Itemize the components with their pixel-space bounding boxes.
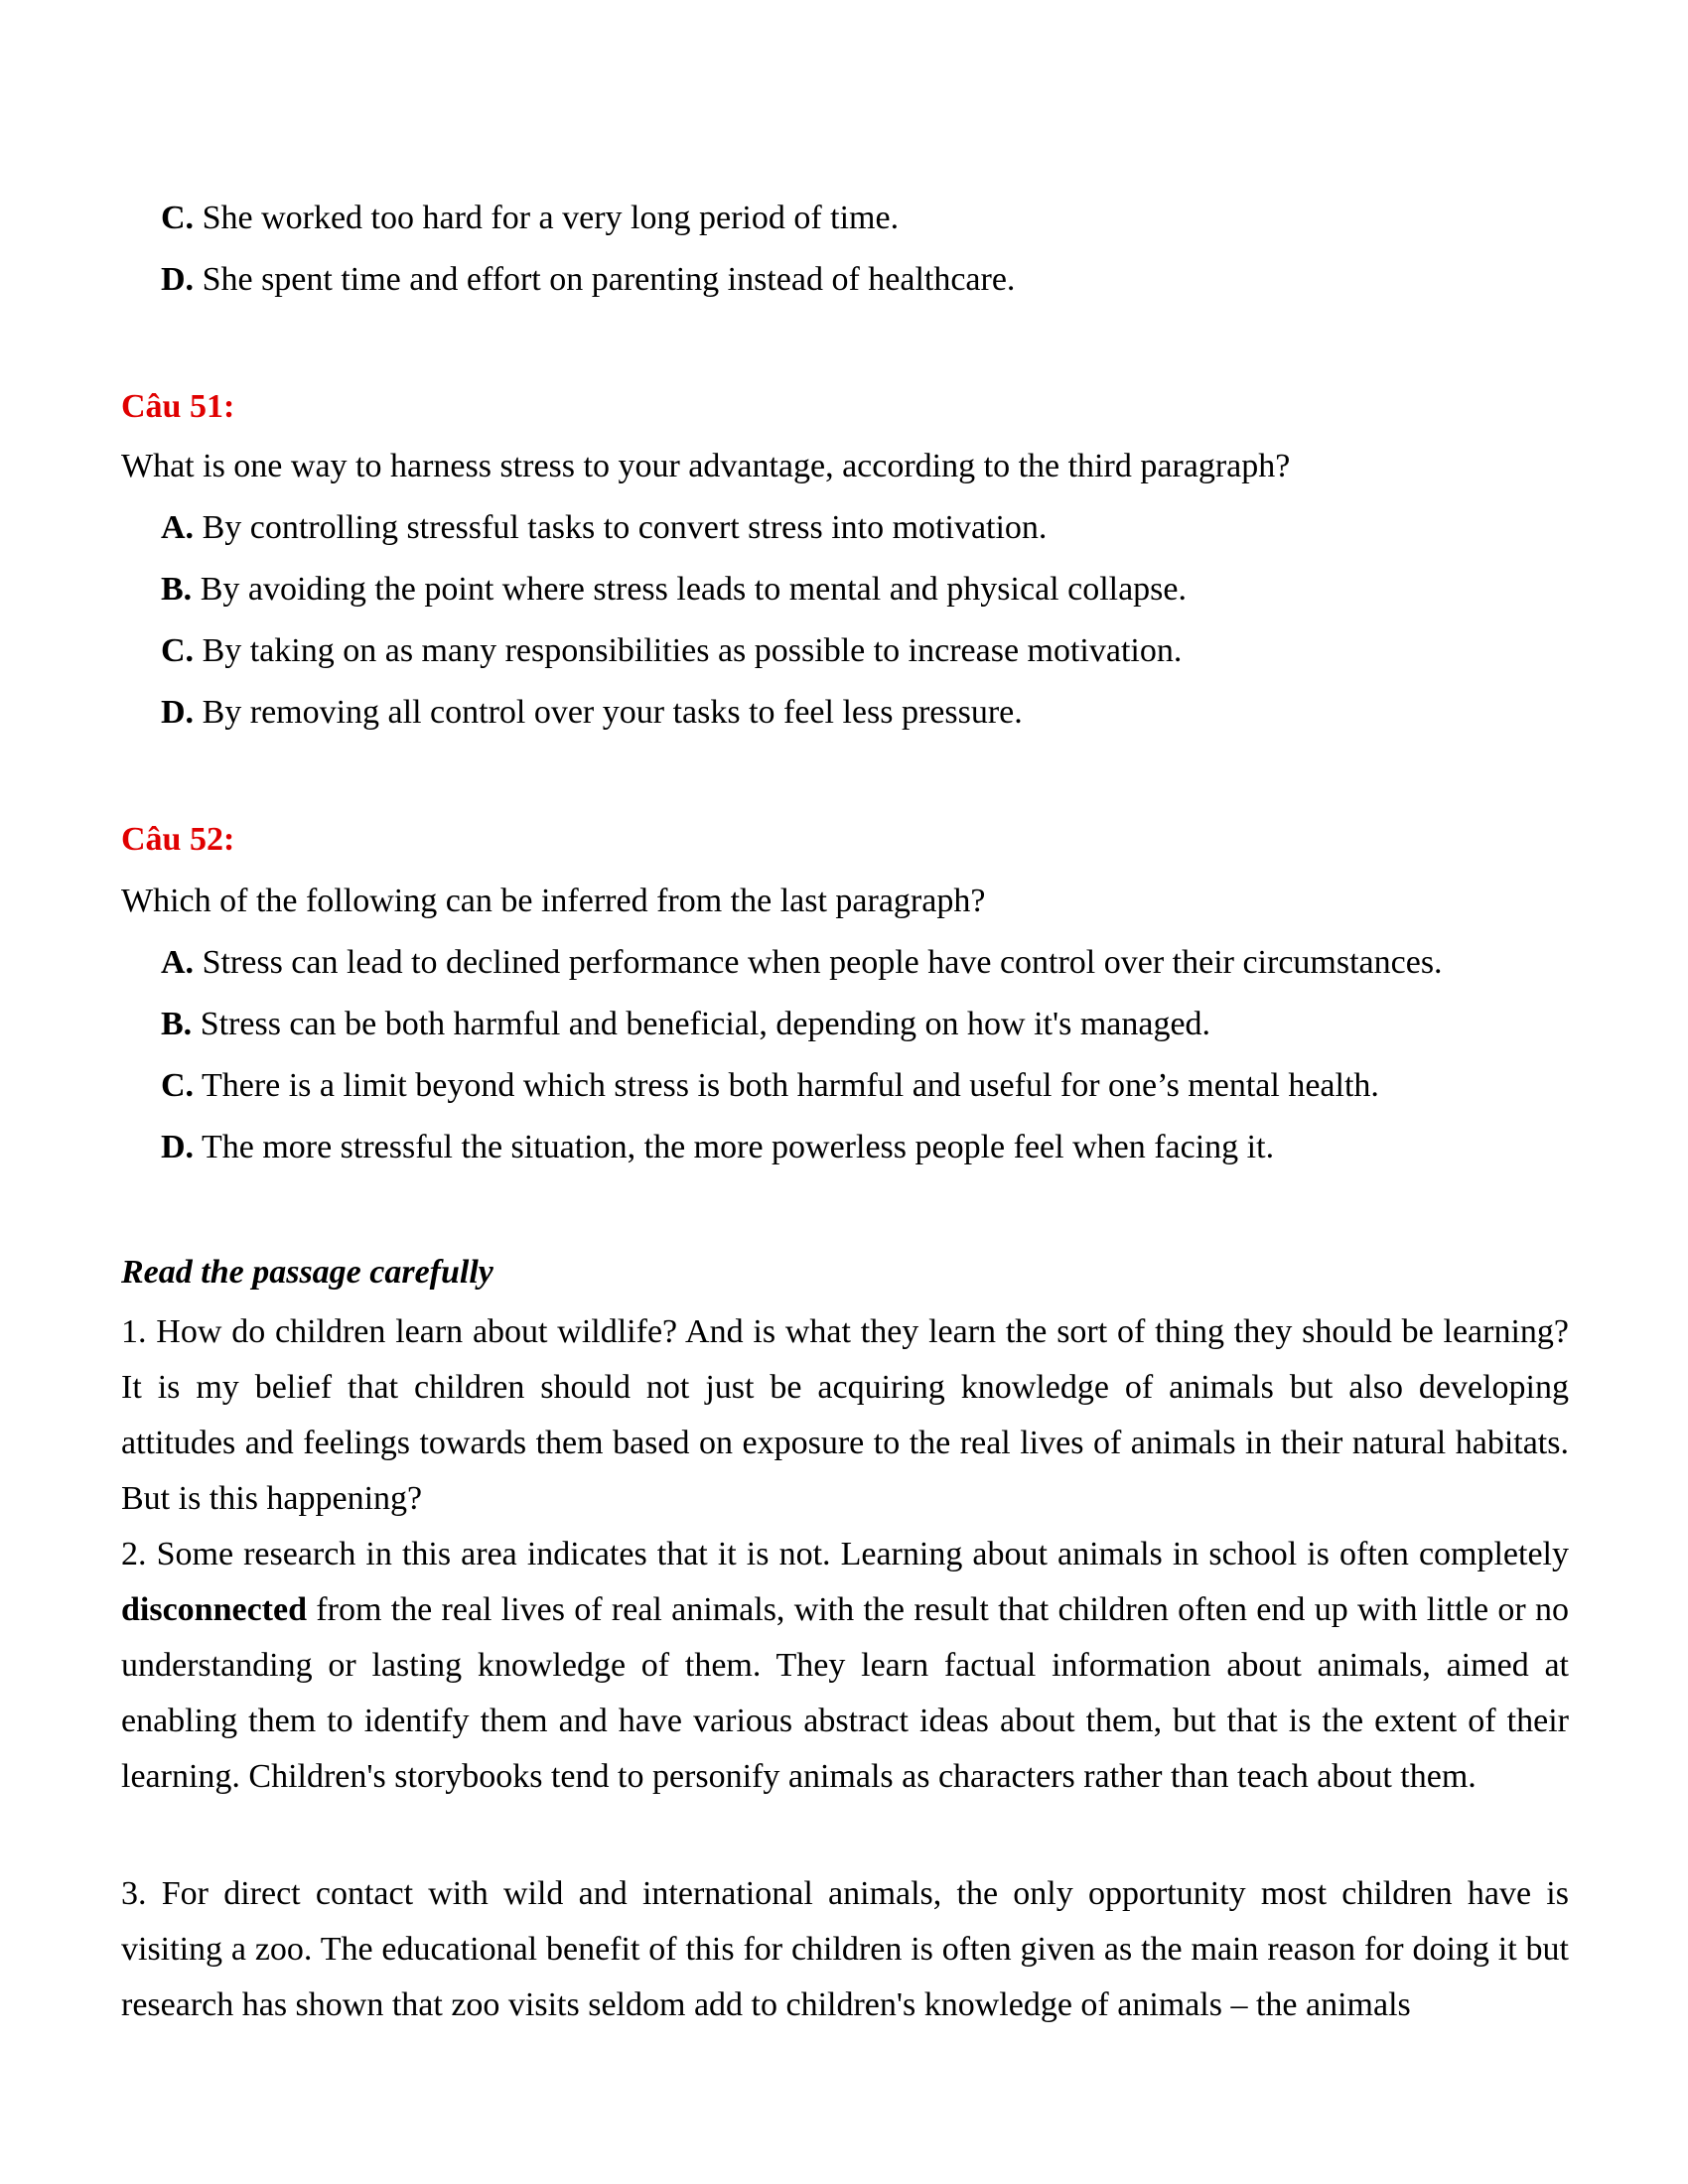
q50-option-d [161, 260, 1015, 300]
q52-option-b [161, 1005, 1210, 1044]
q51-heading: Câu 51: [121, 388, 235, 425]
option-letter: C. [161, 632, 195, 669]
q51-option-a [161, 508, 1047, 548]
option-text: By avoiding the point where stress leads to mental and physical collapse. [200, 571, 1188, 608]
option-text: By removing all control over your tasks to feel less pressure. [202, 694, 1023, 731]
option-text: She spent time and effort on parenting instead of healthcare. [202, 261, 1016, 298]
q51-option-b [161, 570, 1187, 610]
option-letter: C. [161, 1067, 195, 1104]
paragraph-text: 2. Some research in this area indicates that it is not. Learning about animals in school is often completely [121, 1536, 1569, 1572]
option-letter: D. [161, 694, 195, 731]
option-text: Stress can be both harmful and beneficial, depending on how it's managed. [200, 1006, 1211, 1042]
q52-option-c [161, 1066, 1379, 1106]
option-letter: C. [161, 200, 195, 236]
q52-heading: Câu 52: [121, 821, 235, 858]
option-text: She worked too hard for a very long period of time. [202, 200, 900, 236]
q51-option-d [161, 693, 1023, 733]
option-letter: B. [161, 1006, 193, 1042]
q52-option-a [161, 943, 1443, 983]
passage-instruction: Read the passage carefully [121, 1254, 493, 1291]
option-letter: D. [161, 1129, 195, 1165]
q50-option-c [161, 199, 899, 238]
passage-paragraph-3: 3. For direct contact with wild and international animals, the only opportunity most children have is visiting a zoo. The educational benefit of this for children is often given as the main reason for doing it but research has shown that zoo visits seldom add to children's knowledge of animals – the animals [121, 1875, 1569, 2023]
passage-paragraph-2 [121, 1527, 1569, 1805]
q52-option-d [161, 1128, 1274, 1167]
highlighted-word: disconnected [121, 1591, 307, 1628]
passage-paragraph-1: 1. How do children learn about wildlife? And is what they learn the sort of thing they should be learning? It is my belief that children should not just be acquiring knowledge of animals but also developing attitudes and feelings towards them based on exposure to the real lives of animals in their natural habitats. But is this happening? [121, 1313, 1569, 1517]
option-letter: D. [161, 261, 195, 298]
q51-question: What is one way to harness stress to your advantage, according to the third paragraph? [121, 448, 1291, 484]
option-letter: A. [161, 944, 195, 981]
option-text: By controlling stressful tasks to convert stress into motivation. [202, 509, 1048, 546]
option-text: The more stressful the situation, the more powerless people feel when facing it. [201, 1129, 1275, 1165]
option-text: There is a limit beyond which stress is both harmful and useful for one’s mental health. [201, 1067, 1379, 1104]
option-letter: B. [161, 571, 193, 608]
option-text: Stress can lead to declined performance when people have control over their circumstances. [202, 944, 1443, 981]
option-text: By taking on as many responsibilities as possible to increase motivation. [202, 632, 1183, 669]
q51-option-c [161, 631, 1182, 671]
q52-question: Which of the following can be inferred from the last paragraph? [121, 883, 986, 919]
paragraph-text: from the real lives of real animals, with the result that children often end up with little or no understanding or lasting knowledge of them. They learn factual information about animals, aimed at enabling them to identify them and have various abstract ideas about them, but that is the extent of their learning. Children's storybooks tend to personify animals as characters rather than teach about them. [121, 1591, 1569, 1795]
option-letter: A. [161, 509, 195, 546]
